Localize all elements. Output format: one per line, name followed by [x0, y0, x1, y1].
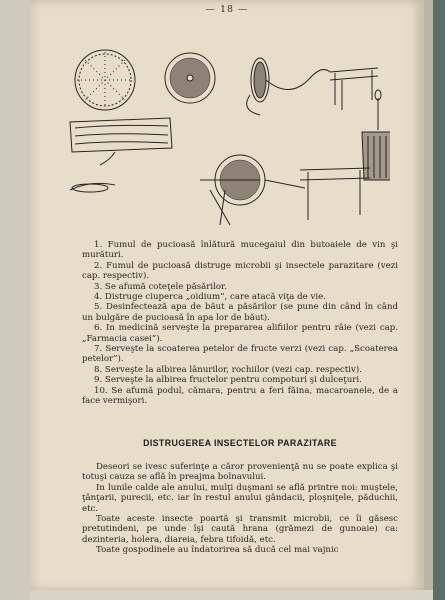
sulfur-disc-on-wire-drawing [247, 58, 330, 115]
list-item: 1. Fumul de pucioasă înlătură mucegaiul din butoaiele de vin şi murături. [82, 240, 398, 261]
sulfur-disc-drawing-2 [165, 53, 215, 103]
paragraph: Toate aceste insecte poartă şi transmit microbii, ce îi găsesc pretutindeni, pe unde îşi caută hrana (grămezi de gunoaie) ca: dezinteria, holera, diareia, febra tifoidă, etc. [82, 514, 398, 545]
uses-list [82, 240, 398, 407]
book-cover-left-edge [0, 0, 30, 600]
paragraph: In lunile calde ale anului, mulţi duşmani se află printre noi: muştele, ţânţarii, purecii, etc. iar în restul anului gândacii, ploşniţele, păduchii, etc. [82, 482, 398, 514]
list-item: 4. Distruge ciuperca „oidium”, care atacă viţa de vie. [94, 292, 326, 303]
list-item: 10. Se afumă podul, cămara, pentru a feri făina, macaroanele, de a face vermişori. [82, 385, 398, 407]
book-cover-right-edge [433, 0, 445, 600]
book-bottom-edge [30, 590, 433, 600]
wood-block-drawing [70, 118, 172, 165]
fumigation-stand-drawing [330, 68, 378, 110]
page-edge-strip [424, 0, 433, 600]
sulfur-disc-drawing-1 [75, 50, 135, 110]
list-item: 6. In medicină serveşte la prepararea alifiilor pentru râie (vezi cap. „Farmacia casei”). [82, 323, 398, 344]
list-item: 9. Serveşte la albirea fructelor pentru compoturi şi dulceţuri. [94, 375, 362, 386]
small-sulfur-wick-drawing [70, 183, 115, 192]
sulfur-fumigation-illustration [60, 40, 390, 230]
list-item: 3. Se afumă coteţele păsărilor. [94, 281, 227, 292]
section-heading: DISTRUGEREA INSECTELOR PARAZITARE [143, 438, 337, 448]
paragraph: Deseori se ivesc suferinţe a căror provenienţă nu se poate explica şi totuşi cauza se află în preajma bolnavului. [82, 462, 398, 483]
paragraph: Toate gospodinele au îndatorirea să ducă cel mai vajnic [96, 545, 339, 556]
page-number: — 18 — [205, 4, 249, 15]
lower-stand-drawing [265, 168, 370, 220]
list-item: 2. Fumul de pucioasă distruge microbii şi insectele parazitare (vezi cap. respectiv). [82, 260, 398, 282]
list-item: 8. Serveşte la albirea lânurilor, rochiilor (vezi cap. respectiv). [94, 364, 362, 375]
body-text [82, 462, 398, 556]
list-item: 5. Desinfectează apa de băut a păsărilor (se pune din când în când un bulgăre de pucioasă în apa lor de băut). [82, 302, 398, 323]
sulfur-disc-lower-drawing [200, 155, 265, 225]
brush-drawing [362, 90, 390, 180]
list-item: 7. Serveşte la scoaterea petelor de fructe verzi (vezi cap. „Scoaterea petelor”). [82, 344, 398, 365]
